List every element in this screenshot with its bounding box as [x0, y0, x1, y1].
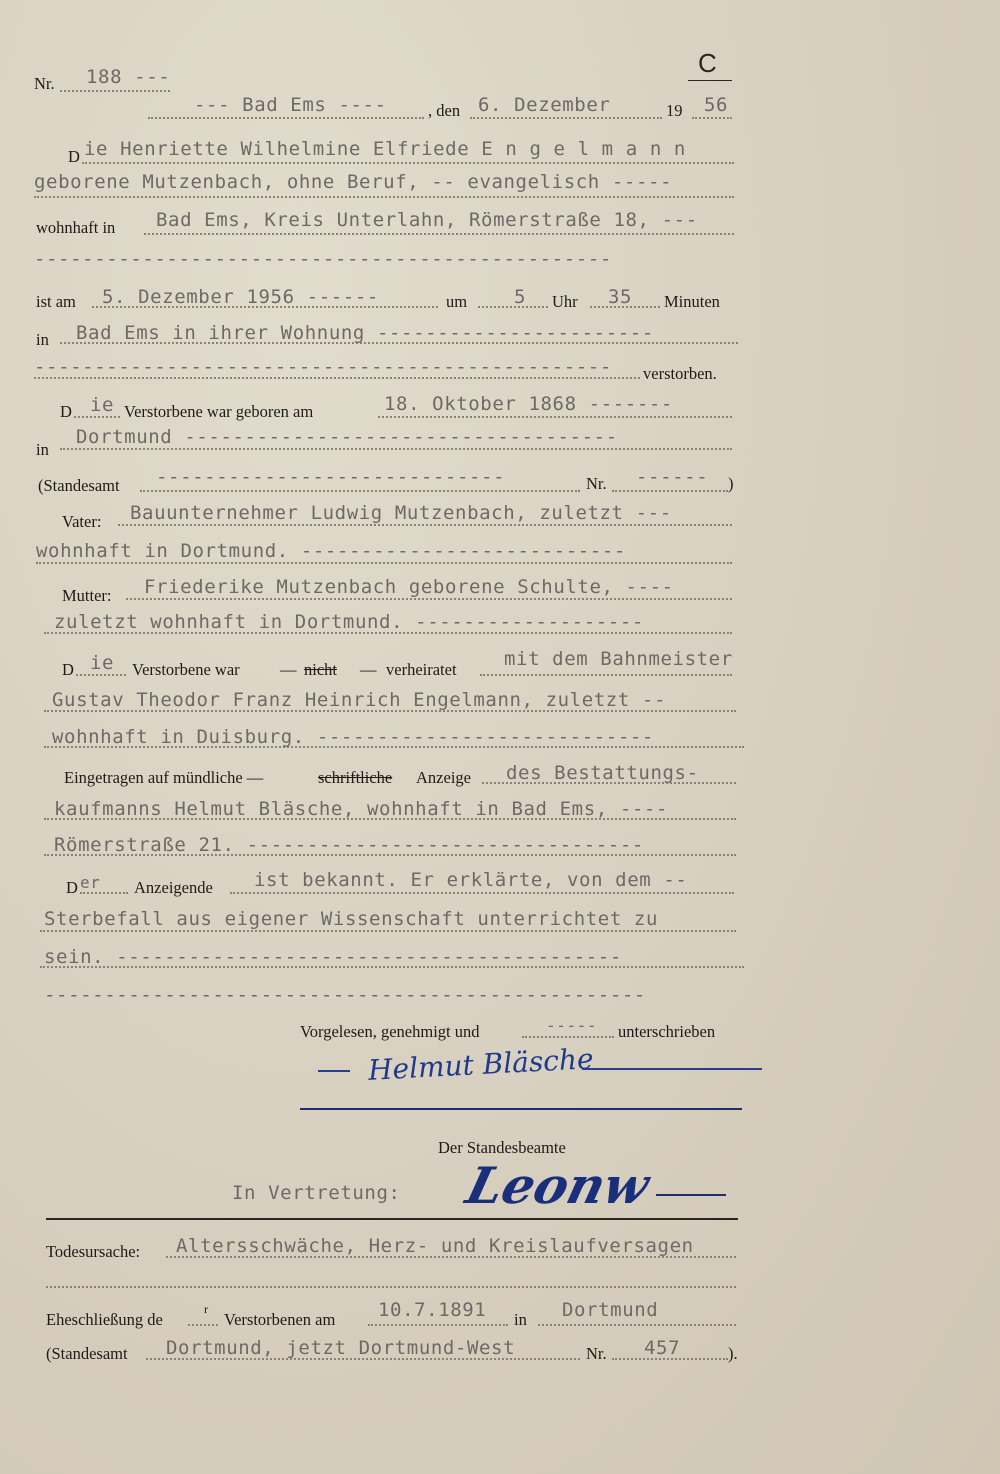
- mother-line1: Friederike Mutzenbach geborene Schulte, ----: [144, 576, 674, 598]
- informant-line2: Sterbefall aus eigener Wissenschaft unterrichtet zu: [44, 908, 658, 930]
- signature-rule: [300, 1108, 742, 1110]
- vorgelesen-fill: -----: [546, 1016, 598, 1035]
- dots: [378, 416, 732, 418]
- father-line1: Bauunternehmer Ludwig Mutzenbach, zuletzt ---: [130, 502, 672, 524]
- death-place-cont: ------------------------------------------------: [34, 356, 612, 378]
- birth-date: 18. Oktober 1868 -------: [384, 393, 673, 415]
- vertretung-dash: [656, 1194, 726, 1196]
- dots: [46, 1286, 736, 1288]
- eingetragen-label: Eingetragen auf mündliche —: [64, 768, 264, 787]
- father-line2: wohnhaft in Dortmund. ---------------------------: [36, 540, 626, 562]
- verheiratet-label: verheiratet: [386, 660, 457, 679]
- eheschliessung-in-label: in: [514, 1310, 527, 1329]
- den-label: , den: [428, 101, 461, 120]
- eheschliessung-nr-label: Nr.: [586, 1344, 607, 1363]
- death-minutes: 35: [608, 286, 633, 308]
- nicht-struck: nicht: [304, 660, 337, 679]
- registration-line2: kaufmanns Helmut Bläsche, wohnhaft in Bad Ems, ----: [54, 798, 668, 820]
- marriage-line3: wohnhaft in Duisburg. ----------------------------: [52, 726, 654, 748]
- person-name: ie Henriette Wilhelmine Elfriede E n g e l m a n n: [84, 138, 686, 160]
- dots: [34, 196, 734, 198]
- marriage-standesamt: Dortmund, jetzt Dortmund-West: [166, 1337, 516, 1359]
- eheschliessung-sup: r: [204, 1302, 208, 1316]
- standesbeamte-label: Der Standesbeamte: [438, 1138, 566, 1157]
- dots: [40, 930, 736, 932]
- dots: [82, 162, 734, 164]
- year-prefix: 19: [666, 101, 683, 120]
- dots: [80, 892, 128, 894]
- marriage-line1: mit dem Bahnmeister: [504, 648, 733, 670]
- address: Bad Ems, Kreis Unterlahn, Römerstraße 18, ---: [156, 209, 698, 231]
- mother-label: Mutter:: [62, 586, 112, 605]
- nr-label: Nr.: [34, 74, 55, 93]
- official-signature: Leonw: [460, 1156, 656, 1215]
- dots: [76, 674, 126, 676]
- dots: [522, 1036, 614, 1038]
- birth-close: ): [728, 474, 734, 493]
- birth-nr-label: Nr.: [586, 474, 607, 493]
- dots: [126, 598, 732, 600]
- marriage-nr: 457: [644, 1337, 681, 1359]
- dots: [230, 892, 734, 894]
- mother-line2: zuletzt wohnhaft in Dortmund. -------------------: [54, 611, 644, 633]
- informant-signature: Helmut Bläsche: [367, 1042, 595, 1087]
- informant-line3: sein. ------------------------------------------: [44, 946, 622, 968]
- eheschliessung-close: ).: [728, 1344, 738, 1363]
- anzeigende-label: Anzeigende: [134, 878, 213, 897]
- registration-line3: Römerstraße 21. ---------------------------------: [54, 834, 644, 856]
- dots: [74, 416, 120, 418]
- dots: [60, 90, 170, 92]
- dots: [144, 233, 734, 235]
- birth-ie: ie: [90, 394, 115, 416]
- year-suffix: 56: [704, 94, 729, 116]
- dots: [140, 490, 580, 492]
- section-rule: [46, 1218, 738, 1220]
- father-label: Vater:: [62, 512, 102, 531]
- dots: [368, 1324, 508, 1326]
- dots: [188, 1324, 218, 1326]
- marriage-ie: ie: [90, 652, 115, 674]
- uhr-label: Uhr: [552, 292, 578, 311]
- dots: [538, 1324, 736, 1326]
- verstorben-label: verstorben.: [643, 364, 717, 383]
- marriage-place: Dortmund: [562, 1299, 659, 1321]
- marriage-line2: Gustav Theodor Franz Heinrich Engelmann, zuletzt --: [52, 689, 666, 711]
- date: 6. Dezember: [478, 94, 611, 116]
- wohnhaft-label: wohnhaft in: [36, 218, 116, 237]
- death-place: Bad Ems in ihrer Wohnung -----------------------: [76, 322, 654, 344]
- cause-value: Altersschwäche, Herz- und Kreislaufversagen: [176, 1235, 694, 1257]
- place: --- Bad Ems ----: [194, 94, 387, 116]
- anzeige-label: Anzeige: [416, 768, 471, 787]
- dots: [470, 117, 662, 119]
- schriftliche-struck: schriftliche: [318, 768, 393, 787]
- eheschliessung-label: Eheschließung de: [46, 1310, 163, 1329]
- informant-d-label: D: [66, 878, 78, 897]
- vertretung-label: In Vertretung:: [232, 1182, 401, 1204]
- address-cont: ------------------------------------------------: [34, 248, 612, 270]
- dots: [60, 448, 732, 450]
- letter-underline: [688, 80, 732, 81]
- person-line2: geborene Mutzenbach, ohne Beruf, -- evangelisch -----: [34, 171, 673, 193]
- marriage-date: 10.7.1891: [378, 1299, 487, 1321]
- dots: [148, 117, 424, 119]
- informant-line4: --------------------------------------------------: [44, 984, 646, 1006]
- death-date: 5. Dezember 1956 ------: [102, 286, 379, 308]
- birth-d-label: D: [60, 402, 72, 421]
- minuten-label: Minuten: [664, 292, 720, 311]
- letter-c: C: [698, 48, 717, 78]
- birth-standesamt-label: (Standesamt: [38, 476, 120, 495]
- vorgelesen-label: Vorgelesen, genehmigt und: [300, 1022, 480, 1041]
- dash1: —: [280, 660, 297, 679]
- um-label: um: [446, 292, 468, 311]
- birth-in-label: in: [36, 440, 49, 459]
- death-hour: 5: [514, 286, 527, 308]
- signature-line-left: [318, 1070, 350, 1072]
- ist-am-label: ist am: [36, 292, 76, 311]
- birth-nr: ------: [636, 466, 709, 488]
- unterschrieben-label: unterschrieben: [618, 1022, 716, 1041]
- dots: [36, 562, 732, 564]
- nr-value: 188 ---: [86, 66, 171, 88]
- dash2: —: [360, 660, 377, 679]
- dots: [118, 524, 732, 526]
- war-label: Verstorbene war: [132, 660, 240, 679]
- dots: [692, 117, 732, 119]
- dots: [612, 490, 728, 492]
- marriage-d-label: D: [62, 660, 74, 679]
- death-in-label: in: [36, 330, 49, 349]
- born-label: Verstorbene war geboren am: [124, 402, 314, 421]
- birth-standesamt: -----------------------------: [156, 466, 506, 488]
- dots: [478, 306, 548, 308]
- verstorbenen-am-label: Verstorbenen am: [224, 1310, 336, 1329]
- eheschliessung-standesamt-label: (Standesamt: [46, 1344, 128, 1363]
- informant-er: er: [80, 873, 101, 892]
- informant-line1: ist bekannt. Er erklärte, von dem --: [254, 869, 688, 891]
- cause-label: Todesursache:: [46, 1242, 141, 1261]
- person-prefix: D: [68, 147, 80, 166]
- birth-place: Dortmund ------------------------------------: [76, 426, 618, 448]
- signature-line-right: [582, 1068, 762, 1070]
- dots: [480, 674, 732, 676]
- registration-line1: des Bestattungs-: [506, 762, 699, 784]
